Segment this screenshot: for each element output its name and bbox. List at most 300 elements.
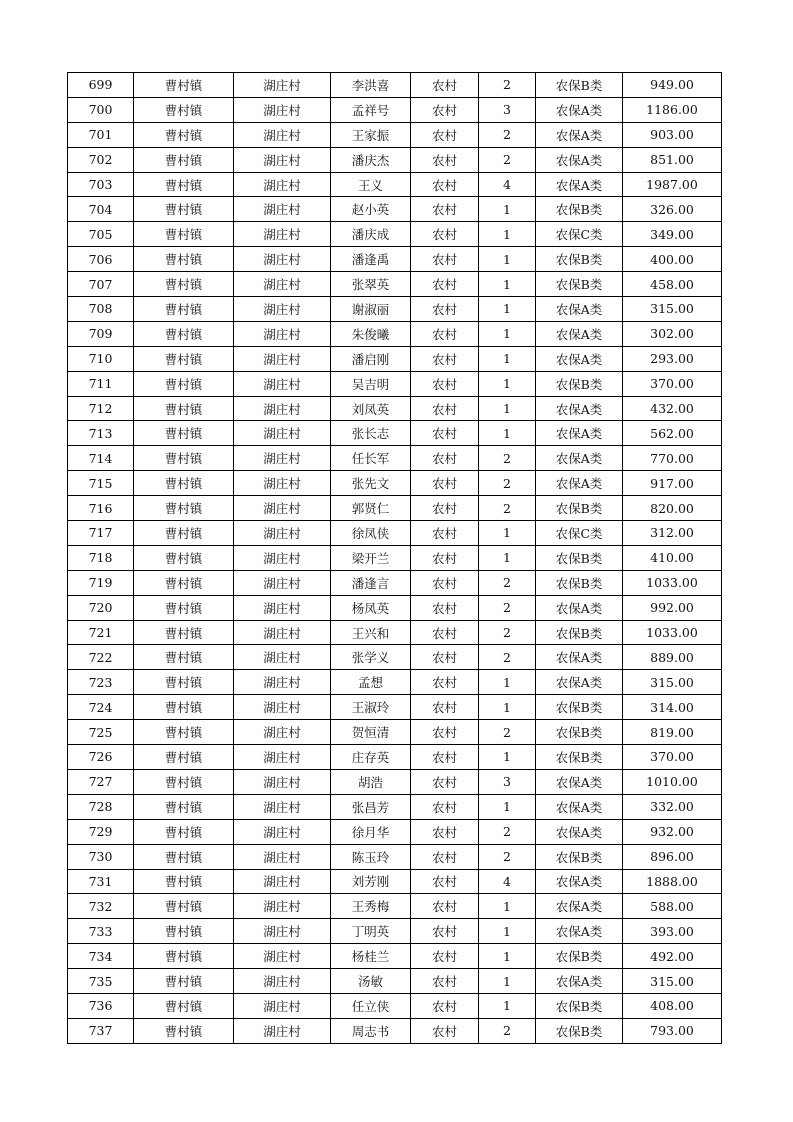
- village-cell: 湖庄村: [234, 521, 331, 546]
- amount-cell: 315.00: [623, 297, 722, 322]
- insurance-category-cell: 农保C类: [536, 222, 623, 247]
- table-row: [68, 471, 722, 496]
- name-cell: 王淑玲: [331, 695, 411, 720]
- amount-cell: 315.00: [623, 670, 722, 695]
- insurance-category-cell: 农保A类: [536, 471, 623, 496]
- insurance-category-cell: 农保A类: [536, 969, 623, 994]
- name-cell: 张昌芳: [331, 794, 411, 819]
- village-cell: 湖庄村: [234, 471, 331, 496]
- household-type-cell: 农村: [411, 197, 479, 222]
- village-cell: 湖庄村: [234, 545, 331, 570]
- row-number: 700: [68, 97, 134, 122]
- town-cell: 曹村镇: [134, 620, 234, 645]
- row-number: 706: [68, 247, 134, 272]
- town-cell: 曹村镇: [134, 869, 234, 894]
- member-count-cell: 2: [479, 496, 536, 521]
- village-cell: 湖庄村: [234, 769, 331, 794]
- records-table: [67, 72, 722, 1044]
- table-row: [68, 272, 722, 297]
- table-row: [68, 297, 722, 322]
- insurance-category-cell: 农保C类: [536, 521, 623, 546]
- name-cell: 潘庆杰: [331, 147, 411, 172]
- town-cell: 曹村镇: [134, 745, 234, 770]
- village-cell: 湖庄村: [234, 944, 331, 969]
- row-number: 720: [68, 595, 134, 620]
- member-count-cell: 2: [479, 570, 536, 595]
- household-type-cell: 农村: [411, 869, 479, 894]
- household-type-cell: 农村: [411, 794, 479, 819]
- insurance-category-cell: 农保B类: [536, 272, 623, 297]
- insurance-category-cell: 农保B类: [536, 695, 623, 720]
- town-cell: 曹村镇: [134, 521, 234, 546]
- town-cell: 曹村镇: [134, 794, 234, 819]
- table-row: [68, 545, 722, 570]
- household-type-cell: 农村: [411, 944, 479, 969]
- table-row: [68, 794, 722, 819]
- name-cell: 郭贤仁: [331, 496, 411, 521]
- village-cell: 湖庄村: [234, 670, 331, 695]
- amount-cell: 562.00: [623, 421, 722, 446]
- row-number: 699: [68, 73, 134, 98]
- insurance-category-cell: 农保A类: [536, 894, 623, 919]
- village-cell: 湖庄村: [234, 197, 331, 222]
- town-cell: 曹村镇: [134, 247, 234, 272]
- household-type-cell: 农村: [411, 222, 479, 247]
- insurance-category-cell: 农保A类: [536, 794, 623, 819]
- table-row: [68, 97, 722, 122]
- name-cell: 杨凤英: [331, 595, 411, 620]
- town-cell: 曹村镇: [134, 496, 234, 521]
- household-type-cell: 农村: [411, 769, 479, 794]
- row-number: 711: [68, 371, 134, 396]
- member-count-cell: 2: [479, 471, 536, 496]
- table-row: [68, 769, 722, 794]
- row-number: 714: [68, 446, 134, 471]
- amount-cell: 458.00: [623, 272, 722, 297]
- village-cell: 湖庄村: [234, 969, 331, 994]
- insurance-category-cell: 农保A类: [536, 346, 623, 371]
- town-cell: 曹村镇: [134, 695, 234, 720]
- household-type-cell: 农村: [411, 247, 479, 272]
- row-number: 733: [68, 919, 134, 944]
- village-cell: 湖庄村: [234, 396, 331, 421]
- amount-cell: 851.00: [623, 147, 722, 172]
- member-count-cell: 2: [479, 1018, 536, 1043]
- town-cell: 曹村镇: [134, 122, 234, 147]
- name-cell: 王兴和: [331, 620, 411, 645]
- row-number: 713: [68, 421, 134, 446]
- village-cell: 湖庄村: [234, 446, 331, 471]
- village-cell: 湖庄村: [234, 73, 331, 98]
- name-cell: 王家振: [331, 122, 411, 147]
- household-type-cell: 农村: [411, 695, 479, 720]
- name-cell: 陈玉玲: [331, 844, 411, 869]
- table-row: [68, 222, 722, 247]
- village-cell: 湖庄村: [234, 496, 331, 521]
- insurance-category-cell: 农保B类: [536, 944, 623, 969]
- household-type-cell: 农村: [411, 496, 479, 521]
- household-type-cell: 农村: [411, 720, 479, 745]
- insurance-category-cell: 农保B类: [536, 197, 623, 222]
- row-number: 704: [68, 197, 134, 222]
- amount-cell: 302.00: [623, 321, 722, 346]
- member-count-cell: 1: [479, 346, 536, 371]
- row-number: 703: [68, 172, 134, 197]
- town-cell: 曹村镇: [134, 346, 234, 371]
- row-number: 722: [68, 645, 134, 670]
- town-cell: 曹村镇: [134, 471, 234, 496]
- amount-cell: 293.00: [623, 346, 722, 371]
- household-type-cell: 农村: [411, 844, 479, 869]
- table-row: [68, 396, 722, 421]
- name-cell: 张长志: [331, 421, 411, 446]
- table-row: [68, 894, 722, 919]
- amount-cell: 393.00: [623, 919, 722, 944]
- name-cell: 徐凤侠: [331, 521, 411, 546]
- table-row: [68, 670, 722, 695]
- village-cell: 湖庄村: [234, 745, 331, 770]
- row-number: 718: [68, 545, 134, 570]
- name-cell: 丁明英: [331, 919, 411, 944]
- row-number: 737: [68, 1018, 134, 1043]
- table-row: [68, 147, 722, 172]
- row-number: 729: [68, 819, 134, 844]
- member-count-cell: 1: [479, 421, 536, 446]
- row-number: 721: [68, 620, 134, 645]
- table-row: [68, 745, 722, 770]
- town-cell: 曹村镇: [134, 396, 234, 421]
- name-cell: 潘庆成: [331, 222, 411, 247]
- member-count-cell: 3: [479, 97, 536, 122]
- town-cell: 曹村镇: [134, 720, 234, 745]
- table-row: [68, 819, 722, 844]
- village-cell: 湖庄村: [234, 172, 331, 197]
- household-type-cell: 农村: [411, 570, 479, 595]
- row-number: 715: [68, 471, 134, 496]
- name-cell: 孟祥号: [331, 97, 411, 122]
- village-cell: 湖庄村: [234, 1018, 331, 1043]
- amount-cell: 315.00: [623, 969, 722, 994]
- amount-cell: 889.00: [623, 645, 722, 670]
- member-count-cell: 1: [479, 197, 536, 222]
- household-type-cell: 农村: [411, 1018, 479, 1043]
- village-cell: 湖庄村: [234, 346, 331, 371]
- name-cell: 刘凤英: [331, 396, 411, 421]
- table-row: [68, 521, 722, 546]
- member-count-cell: 1: [479, 297, 536, 322]
- insurance-category-cell: 农保B类: [536, 1018, 623, 1043]
- town-cell: 曹村镇: [134, 371, 234, 396]
- household-type-cell: 农村: [411, 297, 479, 322]
- insurance-category-cell: 农保B类: [536, 720, 623, 745]
- household-type-cell: 农村: [411, 969, 479, 994]
- member-count-cell: 3: [479, 769, 536, 794]
- household-type-cell: 农村: [411, 122, 479, 147]
- insurance-category-cell: 农保A类: [536, 97, 623, 122]
- amount-cell: 903.00: [623, 122, 722, 147]
- member-count-cell: 1: [479, 670, 536, 695]
- name-cell: 王秀梅: [331, 894, 411, 919]
- amount-cell: 992.00: [623, 595, 722, 620]
- insurance-category-cell: 农保A类: [536, 446, 623, 471]
- table-row: [68, 1018, 722, 1043]
- member-count-cell: 2: [479, 720, 536, 745]
- member-count-cell: 2: [479, 446, 536, 471]
- village-cell: 湖庄村: [234, 122, 331, 147]
- insurance-category-cell: 农保A类: [536, 421, 623, 446]
- table-row: [68, 993, 722, 1018]
- row-number: 707: [68, 272, 134, 297]
- amount-cell: 932.00: [623, 819, 722, 844]
- town-cell: 曹村镇: [134, 595, 234, 620]
- town-cell: 曹村镇: [134, 944, 234, 969]
- household-type-cell: 农村: [411, 73, 479, 98]
- household-type-cell: 农村: [411, 172, 479, 197]
- insurance-category-cell: 农保A类: [536, 769, 623, 794]
- insurance-category-cell: 农保B类: [536, 247, 623, 272]
- insurance-category-cell: 农保A类: [536, 147, 623, 172]
- table-row: [68, 247, 722, 272]
- insurance-category-cell: 农保A类: [536, 172, 623, 197]
- member-count-cell: 1: [479, 969, 536, 994]
- row-number: 724: [68, 695, 134, 720]
- village-cell: 湖庄村: [234, 645, 331, 670]
- table-row: [68, 969, 722, 994]
- row-number: 725: [68, 720, 134, 745]
- name-cell: 朱俊曦: [331, 321, 411, 346]
- row-number: 717: [68, 521, 134, 546]
- name-cell: 徐月华: [331, 819, 411, 844]
- name-cell: 任长军: [331, 446, 411, 471]
- amount-cell: 770.00: [623, 446, 722, 471]
- household-type-cell: 农村: [411, 396, 479, 421]
- table-row: [68, 346, 722, 371]
- name-cell: 梁开兰: [331, 545, 411, 570]
- village-cell: 湖庄村: [234, 297, 331, 322]
- amount-cell: 349.00: [623, 222, 722, 247]
- insurance-category-cell: 农保B类: [536, 371, 623, 396]
- table-row: [68, 919, 722, 944]
- town-cell: 曹村镇: [134, 894, 234, 919]
- member-count-cell: 1: [479, 745, 536, 770]
- town-cell: 曹村镇: [134, 73, 234, 98]
- household-type-cell: 农村: [411, 421, 479, 446]
- amount-cell: 1186.00: [623, 97, 722, 122]
- town-cell: 曹村镇: [134, 321, 234, 346]
- village-cell: 湖庄村: [234, 794, 331, 819]
- insurance-category-cell: 农保B类: [536, 993, 623, 1018]
- insurance-category-cell: 农保A类: [536, 297, 623, 322]
- table-row: [68, 421, 722, 446]
- row-number: 709: [68, 321, 134, 346]
- household-type-cell: 农村: [411, 670, 479, 695]
- household-type-cell: 农村: [411, 993, 479, 1018]
- row-number: 730: [68, 844, 134, 869]
- household-type-cell: 农村: [411, 521, 479, 546]
- town-cell: 曹村镇: [134, 421, 234, 446]
- household-type-cell: 农村: [411, 819, 479, 844]
- name-cell: 周志书: [331, 1018, 411, 1043]
- name-cell: 张翠英: [331, 272, 411, 297]
- town-cell: 曹村镇: [134, 645, 234, 670]
- member-count-cell: 1: [479, 521, 536, 546]
- household-type-cell: 农村: [411, 147, 479, 172]
- town-cell: 曹村镇: [134, 222, 234, 247]
- member-count-cell: 2: [479, 122, 536, 147]
- town-cell: 曹村镇: [134, 172, 234, 197]
- amount-cell: 432.00: [623, 396, 722, 421]
- member-count-cell: 1: [479, 371, 536, 396]
- table-row: [68, 122, 722, 147]
- insurance-category-cell: 农保A类: [536, 595, 623, 620]
- amount-cell: 1033.00: [623, 570, 722, 595]
- town-cell: 曹村镇: [134, 993, 234, 1018]
- name-cell: 潘逢言: [331, 570, 411, 595]
- name-cell: 李洪喜: [331, 73, 411, 98]
- village-cell: 湖庄村: [234, 919, 331, 944]
- town-cell: 曹村镇: [134, 197, 234, 222]
- amount-cell: 408.00: [623, 993, 722, 1018]
- name-cell: 任立侠: [331, 993, 411, 1018]
- household-type-cell: 农村: [411, 446, 479, 471]
- name-cell: 胡浩: [331, 769, 411, 794]
- table-body: [68, 73, 722, 1044]
- town-cell: 曹村镇: [134, 297, 234, 322]
- member-count-cell: 2: [479, 595, 536, 620]
- row-number: 719: [68, 570, 134, 595]
- town-cell: 曹村镇: [134, 97, 234, 122]
- amount-cell: 819.00: [623, 720, 722, 745]
- village-cell: 湖庄村: [234, 819, 331, 844]
- amount-cell: 400.00: [623, 247, 722, 272]
- name-cell: 汤敏: [331, 969, 411, 994]
- insurance-category-cell: 农保A类: [536, 645, 623, 670]
- row-number: 734: [68, 944, 134, 969]
- member-count-cell: 1: [479, 794, 536, 819]
- amount-cell: 820.00: [623, 496, 722, 521]
- table-row: [68, 197, 722, 222]
- amount-cell: 332.00: [623, 794, 722, 819]
- household-type-cell: 农村: [411, 745, 479, 770]
- village-cell: 湖庄村: [234, 97, 331, 122]
- name-cell: 杨桂兰: [331, 944, 411, 969]
- village-cell: 湖庄村: [234, 595, 331, 620]
- table-row: [68, 73, 722, 98]
- amount-cell: 949.00: [623, 73, 722, 98]
- household-type-cell: 农村: [411, 471, 479, 496]
- household-type-cell: 农村: [411, 595, 479, 620]
- insurance-category-cell: 农保B类: [536, 570, 623, 595]
- row-number: 702: [68, 147, 134, 172]
- member-count-cell: 1: [479, 919, 536, 944]
- insurance-category-cell: 农保A类: [536, 819, 623, 844]
- member-count-cell: 1: [479, 222, 536, 247]
- table-row: [68, 869, 722, 894]
- town-cell: 曹村镇: [134, 969, 234, 994]
- name-cell: 贺恒清: [331, 720, 411, 745]
- table-row: [68, 595, 722, 620]
- household-type-cell: 农村: [411, 97, 479, 122]
- row-number: 705: [68, 222, 134, 247]
- insurance-category-cell: 农保B类: [536, 545, 623, 570]
- village-cell: 湖庄村: [234, 993, 331, 1018]
- row-number: 735: [68, 969, 134, 994]
- table-row: [68, 695, 722, 720]
- table-row: [68, 844, 722, 869]
- row-number: 712: [68, 396, 134, 421]
- amount-cell: 1010.00: [623, 769, 722, 794]
- village-cell: 湖庄村: [234, 894, 331, 919]
- town-cell: 曹村镇: [134, 819, 234, 844]
- village-cell: 湖庄村: [234, 720, 331, 745]
- table-row: [68, 446, 722, 471]
- member-count-cell: 1: [479, 944, 536, 969]
- town-cell: 曹村镇: [134, 769, 234, 794]
- amount-cell: 917.00: [623, 471, 722, 496]
- insurance-category-cell: 农保B类: [536, 745, 623, 770]
- insurance-category-cell: 农保A类: [536, 396, 623, 421]
- village-cell: 湖庄村: [234, 869, 331, 894]
- household-type-cell: 农村: [411, 321, 479, 346]
- table-row: [68, 172, 722, 197]
- town-cell: 曹村镇: [134, 570, 234, 595]
- name-cell: 吴吉明: [331, 371, 411, 396]
- amount-cell: 1033.00: [623, 620, 722, 645]
- name-cell: 潘逢禹: [331, 247, 411, 272]
- member-count-cell: 1: [479, 396, 536, 421]
- member-count-cell: 2: [479, 620, 536, 645]
- insurance-category-cell: 农保A类: [536, 869, 623, 894]
- village-cell: 湖庄村: [234, 695, 331, 720]
- row-number: 723: [68, 670, 134, 695]
- insurance-category-cell: 农保B类: [536, 620, 623, 645]
- village-cell: 湖庄村: [234, 421, 331, 446]
- village-cell: 湖庄村: [234, 371, 331, 396]
- insurance-category-cell: 农保A类: [536, 321, 623, 346]
- amount-cell: 326.00: [623, 197, 722, 222]
- name-cell: 赵小英: [331, 197, 411, 222]
- member-count-cell: 1: [479, 321, 536, 346]
- member-count-cell: 1: [479, 247, 536, 272]
- amount-cell: 492.00: [623, 944, 722, 969]
- town-cell: 曹村镇: [134, 1018, 234, 1043]
- member-count-cell: 1: [479, 894, 536, 919]
- member-count-cell: 2: [479, 819, 536, 844]
- name-cell: 庄存英: [331, 745, 411, 770]
- village-cell: 湖庄村: [234, 222, 331, 247]
- town-cell: 曹村镇: [134, 446, 234, 471]
- village-cell: 湖庄村: [234, 247, 331, 272]
- household-type-cell: 农村: [411, 272, 479, 297]
- table-row: [68, 620, 722, 645]
- row-number: 716: [68, 496, 134, 521]
- table-row: [68, 371, 722, 396]
- name-cell: 谢淑丽: [331, 297, 411, 322]
- table-row: [68, 496, 722, 521]
- row-number: 732: [68, 894, 134, 919]
- town-cell: 曹村镇: [134, 147, 234, 172]
- table-row: [68, 321, 722, 346]
- town-cell: 曹村镇: [134, 919, 234, 944]
- household-type-cell: 农村: [411, 645, 479, 670]
- household-type-cell: 农村: [411, 346, 479, 371]
- insurance-category-cell: 农保A类: [536, 670, 623, 695]
- row-number: 736: [68, 993, 134, 1018]
- amount-cell: 410.00: [623, 545, 722, 570]
- amount-cell: 793.00: [623, 1018, 722, 1043]
- village-cell: 湖庄村: [234, 147, 331, 172]
- table-row: [68, 720, 722, 745]
